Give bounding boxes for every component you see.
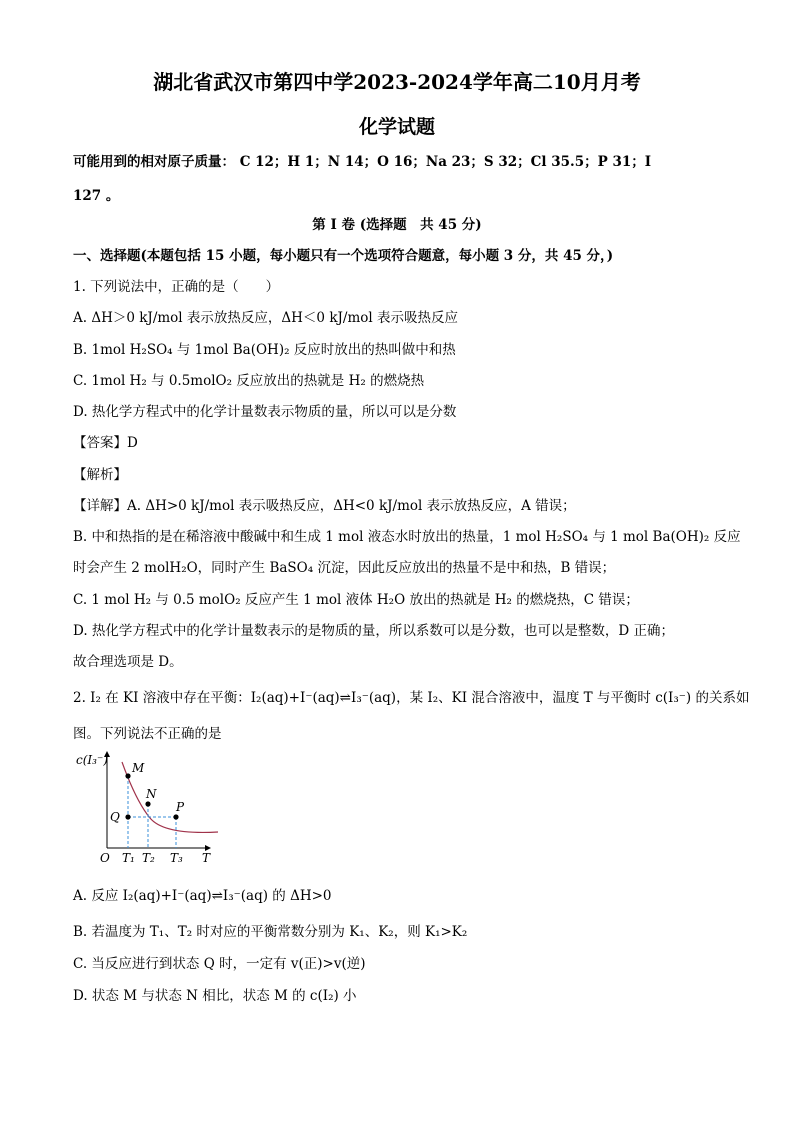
point-N <box>145 801 150 806</box>
atomic-mass-line-2: 127 。 <box>73 188 120 204</box>
q1-detail-4: C. 1 mol H₂ 与 0.5 molO₂ 反应产生 1 mol 液体 H₂O 放出的热就是 H₂ 的燃烧热，C 错误； <box>73 592 639 608</box>
q1-stem: 1. 下列说法中，正确的是（ ） <box>73 279 280 295</box>
q1-detail-1: 【详解】A. ΔH>0 kJ/mol 表示吸热反应，ΔH<0 kJ/mol 表示放热反应，A 错误； <box>73 498 576 514</box>
q1-analysis-label: 【解析】 <box>73 467 127 483</box>
q1-detail-5: D. 热化学方程式中的化学计量数表示的是物质的量，所以系数可以是分数，也可以是整数，D 正确； <box>73 623 675 639</box>
q1-conclusion: 故合理选项是 D。 <box>73 654 183 670</box>
point-label-P: P <box>176 800 185 814</box>
section-title: 第 I 卷 (选择题 共 45 分) <box>312 217 482 233</box>
x-axis-label: T <box>202 851 211 865</box>
point-label-N: N <box>146 787 157 801</box>
point-P <box>173 814 178 819</box>
exam-title: 湖北省武汉市第四中学2023-2024学年高二10月月考 <box>153 70 641 94</box>
q2-stem-2: 图。下列说法不正确的是 <box>73 726 222 742</box>
q1-detail-3: 时会产生 2 molH₂O，同时产生 BaSO₄ 沉淀，因此反应放出的热量不是中和热，B 错误； <box>73 560 616 576</box>
point-label-M: M <box>132 761 145 775</box>
q2-option-a: A. 反应 I₂(aq)+I⁻(aq)⇌I₃⁻(aq) 的 ΔH>0 <box>73 888 332 904</box>
q1-option-a: A. ΔH＞0 kJ/mol 表示放热反应，ΔH＜0 kJ/mol 表示吸热反应 <box>73 310 458 326</box>
atomic-mass-line-1: 可能用到的相对原子质量： C 12；H 1；N 14；O 16；Na 23；S 32；Cl 35.5；P 31；I <box>73 154 652 170</box>
q2-option-b: B. 若温度为 T₁、T₂ 时对应的平衡常数分别为 K₁、K₂，则 K₁>K₂ <box>73 924 468 940</box>
point-Q <box>125 814 130 819</box>
q1-option-d: D. 热化学方程式中的化学计量数表示物质的量，所以可以是分数 <box>73 404 457 420</box>
x-tick-1: T₁ <box>122 851 135 865</box>
y-axis-label: c(I₃⁻) <box>76 753 108 767</box>
q1-option-b: B. 1mol H₂SO₄ 与 1mol Ba(OH)₂ 反应时放出的热叫做中和热 <box>73 342 456 358</box>
exam-subtitle: 化学试题 <box>358 116 435 138</box>
origin-label: O <box>100 851 110 865</box>
point-M <box>125 773 130 778</box>
section-instructions: 一、选择题(本题包括 15 小题，每小题只有一个选项符合题意，每小题 3 分，共 45 分，) <box>73 248 614 264</box>
x-tick-2: T₂ <box>142 851 155 865</box>
equilibrium-chart <box>70 746 230 872</box>
q2-option-c: C. 当反应进行到状态 Q 时，一定有 v(正)>v(逆) <box>73 956 366 972</box>
q2-option-d: D. 状态 M 与状态 N 相比，状态 M 的 c(I₂) 小 <box>73 988 357 1004</box>
q1-option-c: C. 1mol H₂ 与 0.5molO₂ 反应放出的热就是 H₂ 的燃烧热 <box>73 373 425 389</box>
q2-stem-1: 2. I₂ 在 KI 溶液中存在平衡：I₂(aq)+I⁻(aq)⇌I₃⁻(aq)，某 I₂、KI 混合溶液中，温度 T 与平衡时 c(I₃⁻) 的关系如 <box>73 690 750 706</box>
x-tick-3: T₃ <box>170 851 183 865</box>
q1-answer: 【答案】D <box>73 435 138 451</box>
q1-detail-2: B. 中和热指的是在稀溶液中酸碱中和生成 1 mol 液态水时放出的热量，1 mol H₂SO₄ 与 1 mol Ba(OH)₂ 反应 <box>73 529 741 545</box>
point-label-Q: Q <box>110 810 120 824</box>
